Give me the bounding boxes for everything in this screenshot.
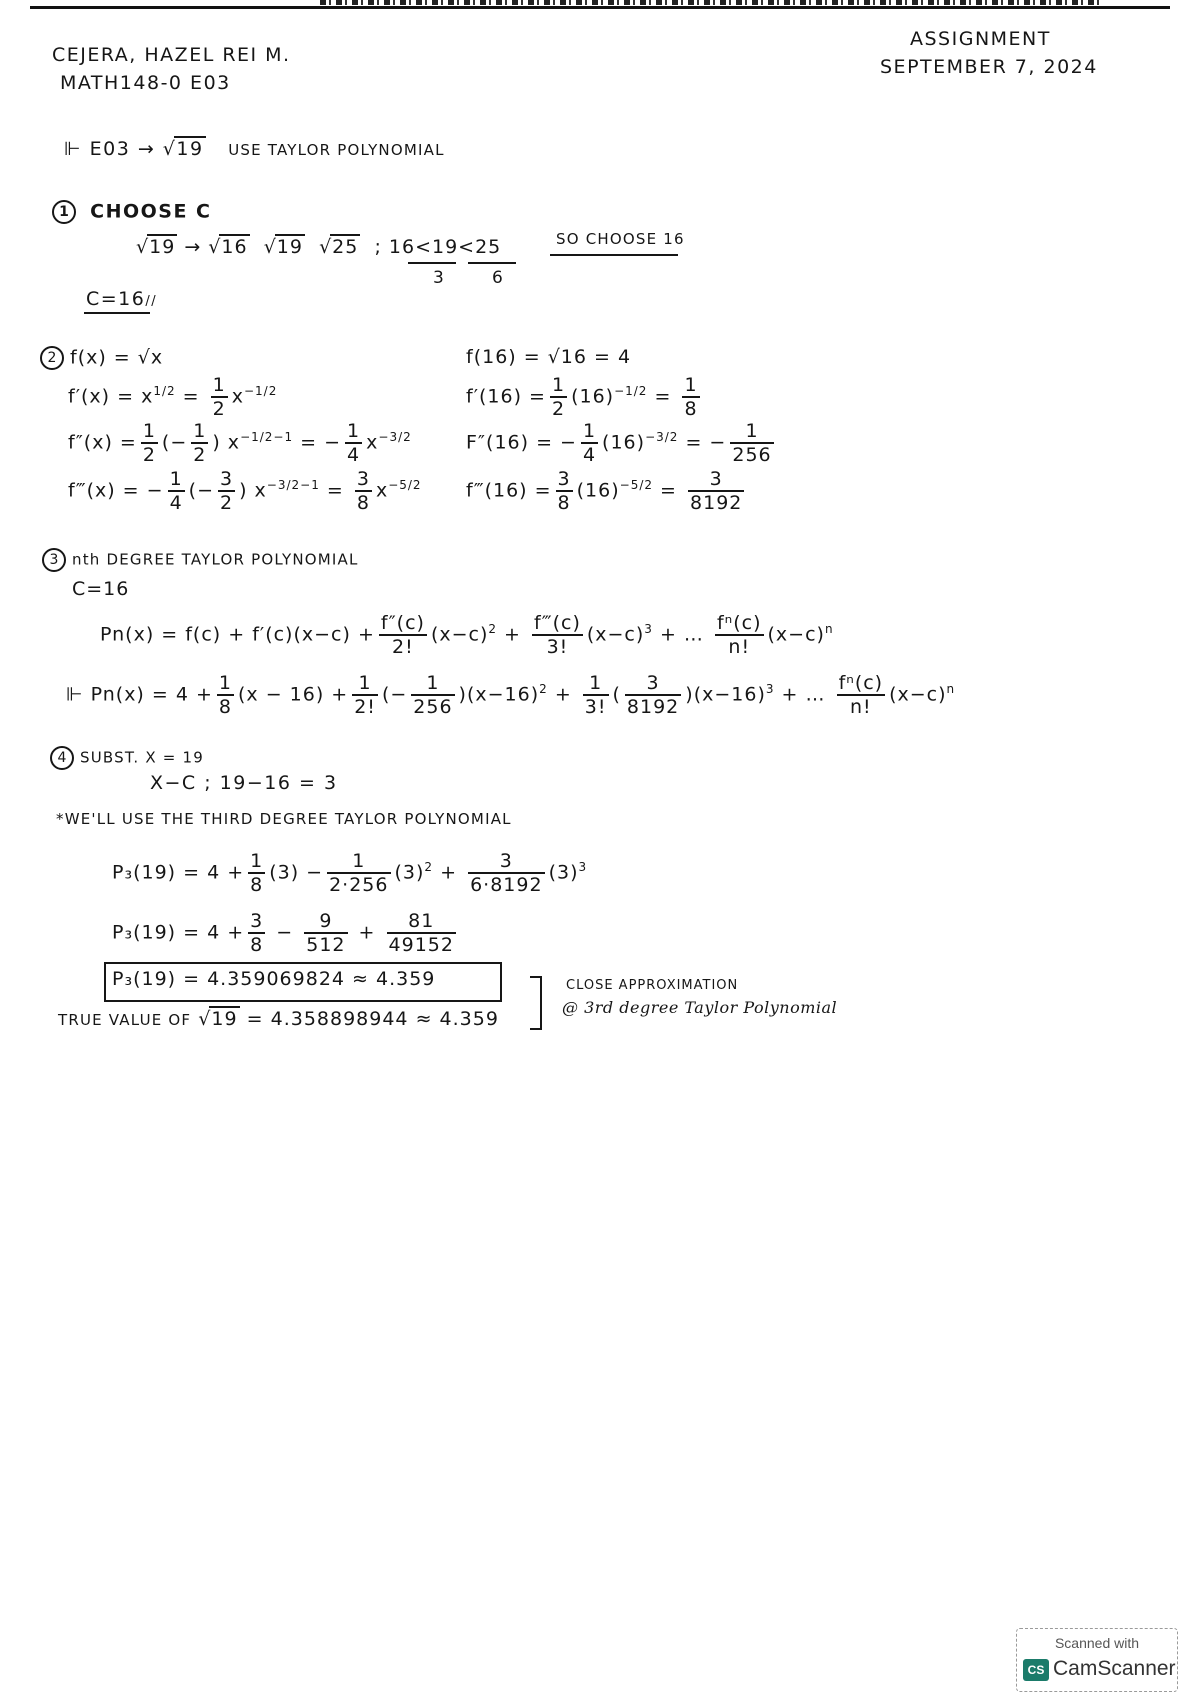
frac-f2c: $\frac{f''(c)}{2!}$ bbox=[380, 612, 425, 658]
root-19: 19 bbox=[149, 236, 176, 258]
gap-right: 6 bbox=[492, 268, 505, 288]
sub-dots: + … bbox=[774, 683, 826, 706]
bracket bbox=[530, 976, 542, 1030]
f3-line: f‴(x) = − $\frac{1}{4}$ (− $\frac{3}{2}$ ) $x^{-3/2-1}$ = $\frac{3}{8}$ $x^{-5/2}$ bbox=[68, 468, 422, 514]
eval-f3-mid: (16) bbox=[576, 479, 620, 502]
eval-f3-left: f‴(16) = bbox=[466, 479, 552, 502]
eval-f2-left: F″(16) = − bbox=[466, 431, 577, 454]
degree-note: *WE'LL USE THE THIRD DEGREE TAYLOR POLYNOMIAL bbox=[56, 810, 512, 828]
top-edge-line bbox=[30, 6, 1170, 9]
c-underline bbox=[84, 312, 150, 314]
frac-fnc: $\frac{\text{fⁿ(c)}}{n!}$ bbox=[716, 612, 762, 658]
problem-code: E03 bbox=[89, 138, 131, 160]
frac-one-eighth: $\frac{1}{8}$ bbox=[684, 374, 698, 420]
c-result bbox=[86, 288, 157, 310]
choose-text: SO CHOOSE 16 bbox=[556, 230, 685, 248]
inequality: 16<19<25 bbox=[388, 236, 502, 258]
step4-heading bbox=[50, 746, 204, 770]
general-taylor: Pn(x) = f(c) + f′(c)(x−c) + $\frac{f''(c)}{2!}$ $(x-c)^2$ + $\frac{f‴(c)}{3!}$ $(x-c)^3$ + … $\frac{\text{fⁿ(c)}}{n!}$ $(x-c)^n$ bbox=[100, 612, 834, 658]
f2-left: f″(x) = bbox=[68, 431, 137, 454]
frac-three-eighth-3: $\frac{3}{8}$ bbox=[250, 910, 264, 956]
f-def bbox=[40, 346, 163, 370]
sub-t1: (x − 16) + bbox=[238, 683, 349, 706]
frac-three-eighth: $\frac{3}{8}$ bbox=[356, 468, 370, 514]
step3-title: nth DEGREE TAYLOR POLYNOMIAL bbox=[72, 550, 359, 569]
watermark-top: Scanned with bbox=[1054, 1635, 1140, 1651]
calc1-lhs: P₃(19) = 4 + bbox=[112, 861, 245, 884]
frac-three-6x8192: $\frac{3}{6\cdot 8192}$ bbox=[470, 850, 543, 896]
true-value: = 4.358898944 ≈ 4.359 bbox=[246, 1008, 499, 1030]
step4-title: SUBST. X = 19 bbox=[80, 748, 205, 767]
general-dots: + … bbox=[652, 623, 704, 646]
step1-roots: √19 → √16 √19 √25 ; 16<19<25 bbox=[136, 236, 502, 258]
eval-f2-exp: −3/2 bbox=[645, 430, 679, 445]
f1-eq: = bbox=[175, 385, 207, 408]
frac-quarter-3: $\frac{1}{4}$ bbox=[582, 420, 597, 466]
frac-81-49152: $\frac{81}{49152}$ bbox=[388, 910, 454, 956]
result-mark: // bbox=[145, 294, 158, 309]
calc2-lhs: P₃(19) = 4 + bbox=[112, 921, 245, 944]
frac-three-8192-2: $\frac{3}{8192}$ bbox=[626, 672, 680, 718]
calc1-c: + bbox=[440, 861, 458, 884]
f3-exp: −3/2−1 bbox=[266, 478, 320, 493]
frac-three-half: $\frac{3}{2}$ bbox=[220, 468, 234, 514]
sub-lhs: Pn(x) = 4 + bbox=[90, 683, 213, 706]
gap-brace-left bbox=[408, 262, 456, 264]
frac-half-3: $\frac{1}{2}$ bbox=[193, 420, 207, 466]
frac-quarter-2: $\frac{1}{4}$ bbox=[169, 468, 183, 514]
general-tn: (x−c) bbox=[767, 623, 825, 646]
scan-edge-noise bbox=[320, 0, 1100, 5]
frac-one-256-2: $\frac{1}{256}$ bbox=[413, 672, 453, 718]
frac-fnc-2: $\frac{\text{fⁿ(c)}}{n!}$ bbox=[838, 672, 884, 718]
step3-c: C=16 bbox=[72, 578, 130, 600]
calc1-b: (3) bbox=[394, 861, 425, 884]
frac-one-2x256: $\frac{1}{2\cdot 256}$ bbox=[329, 850, 389, 896]
general-t2: (x−c) bbox=[430, 623, 489, 646]
step-number-3: 3 bbox=[42, 548, 66, 572]
eval-f1: f′(16) = $\frac{1}{2}$ $(16)^{-1/2}$ = $\frac{1}{8}$ bbox=[466, 374, 698, 420]
calc2-mid: − bbox=[276, 921, 294, 944]
student-name: CEJERA, HAZEL REI M. bbox=[52, 44, 291, 66]
gap-brace-right bbox=[468, 262, 516, 264]
f3-exp2: −5/2 bbox=[388, 478, 422, 493]
camscanner-watermark bbox=[1016, 1628, 1178, 1692]
eval-f: f(16) = √16 = 4 bbox=[466, 346, 632, 368]
true-label: TRUE VALUE OF bbox=[58, 1011, 192, 1029]
step3-heading bbox=[42, 548, 359, 572]
sub-t2: (x−16) bbox=[466, 683, 540, 706]
f1-exp2: −1/2 bbox=[243, 384, 278, 399]
eval-f1-mid: (16) bbox=[571, 385, 615, 408]
frac-three-8192: $\frac{3}{8192}$ bbox=[690, 468, 743, 514]
calc1-d: (3) bbox=[548, 861, 579, 884]
course-code: MATH148-0 E03 bbox=[60, 72, 231, 94]
x-minus-c: X−C ; 19−16 = 3 bbox=[150, 772, 338, 794]
sub-n: n bbox=[946, 682, 956, 697]
eval-f3-exp: −5/2 bbox=[619, 478, 654, 493]
root-19-true: 19 bbox=[211, 1008, 238, 1030]
eval-f1-left: f′(16) = bbox=[466, 385, 546, 408]
step-number-2: 2 bbox=[40, 346, 64, 370]
result-value: P₃(19) = 4.359069824 ≈ 4.359 bbox=[112, 968, 436, 990]
c-value: C=16 bbox=[86, 288, 146, 310]
frac-three-eighth-2: $\frac{3}{8}$ bbox=[557, 468, 571, 514]
frac-f3c: $\frac{f‴(c)}{3!}$ bbox=[534, 612, 581, 658]
calc-line-1: P₃(19) = 4 + $\frac{1}{8}$ (3) − $\frac{1}{2\cdot 256}$ $(3)^2$ + $\frac{3}{6\cdot 8192}$ $(3)^3$ bbox=[112, 850, 588, 896]
problem-line: ⊩ E03 → √19 USE TAYLOR POLYNOMIAL bbox=[64, 138, 445, 160]
frac-one-eighth-3: $\frac{1}{8}$ bbox=[250, 850, 264, 896]
annotation-close: CLOSE APPROXIMATION bbox=[566, 978, 739, 993]
f1-line: $f'(x) = x^{1/2}$ = $\frac{1}{2}$ $x^{-1/2}$ bbox=[68, 374, 278, 420]
f2-exp2: −3/2 bbox=[378, 430, 412, 445]
minus-sign: − bbox=[390, 683, 408, 706]
gap-left: 3 bbox=[433, 268, 446, 288]
sub-t3: (x−16) bbox=[693, 683, 766, 706]
substituted-taylor: ⊩ Pn(x) = 4 + $\frac{1}{8}$ (x − 16) + $\frac{1}{2!}$ (− $\frac{1}{256}$ )$(x-16)^2$ + $\frac{1}{3!}$ ( $\frac{3}{8192}$ )$(x-16)^3$ + … $\frac{\text{fⁿ(c)}}{n!}$ $(x-c)^n$ bbox=[66, 672, 956, 718]
assignment-label: ASSIGNMENT bbox=[910, 28, 1051, 50]
calc-line-2 bbox=[112, 910, 460, 956]
eval-f2-mid: (16) bbox=[602, 431, 646, 454]
frac-half-2: $\frac{1}{2}$ bbox=[142, 420, 156, 466]
eval-f3: f‴(16) = $\frac{3}{8}$ $(16)^{-5/2}$ = $\frac{3}{8192}$ bbox=[466, 468, 743, 514]
arrow-mark: ⊩ bbox=[64, 138, 83, 160]
frac-9-512: $\frac{9}{512}$ bbox=[306, 910, 346, 956]
root-19b: 19 bbox=[276, 236, 303, 258]
frac-half-4: $\frac{1}{2}$ bbox=[551, 374, 566, 420]
eval-f1-exp: −1/2 bbox=[614, 384, 648, 399]
f1-left: f′(x) = x bbox=[68, 385, 154, 408]
frac-one-3fact: $\frac{1}{3!}$ bbox=[584, 672, 607, 718]
step-number-4: 4 bbox=[50, 746, 74, 770]
root-25: 25 bbox=[332, 236, 359, 258]
arrow-mark-2: ⊩ bbox=[66, 683, 84, 706]
step1-title: CHOOSE C bbox=[90, 200, 212, 223]
eval-f2: F″(16) = − $\frac{1}{4}$ $(16)^{-3/2}$ = − $\frac{1}{256}$ bbox=[466, 420, 772, 466]
f2-line: f″(x) = $\frac{1}{2}$ (− $\frac{1}{2}$ ) $x^{-1/2-1}$ = − $\frac{1}{4}$ $x^{-3/2}$ bbox=[68, 420, 412, 466]
step-number-1: 1 bbox=[52, 200, 76, 224]
step1-heading bbox=[52, 200, 212, 224]
problem-instruction: USE TAYLOR POLYNOMIAL bbox=[228, 141, 445, 159]
true-value-line: TRUE VALUE OF √19 = 4.358898944 ≈ 4.359 bbox=[58, 1008, 499, 1030]
frac-one-256: $\frac{1}{256}$ bbox=[732, 420, 772, 466]
root-16: 16 bbox=[221, 236, 248, 258]
frac-one-2fact: $\frac{1}{2!}$ bbox=[354, 672, 376, 718]
choose-underline bbox=[550, 254, 678, 256]
general-lhs: Pn(x) = f(c) + f′(c)(x−c) + bbox=[100, 623, 375, 646]
f3-left: f‴(x) = − bbox=[68, 479, 164, 502]
frac-one-eighth-2: $\frac{1}{8}$ bbox=[218, 672, 232, 718]
arrow-icon: → bbox=[184, 236, 202, 258]
date: SEPTEMBER 7, 2024 bbox=[880, 56, 1098, 78]
camscanner-logo-icon: CS bbox=[1023, 1659, 1049, 1681]
calc1-a: (3) − bbox=[269, 861, 324, 884]
frac-quarter: $\frac{1}{4}$ bbox=[347, 420, 361, 466]
sqrt-19: 19 bbox=[176, 138, 204, 160]
general-n: n bbox=[824, 622, 834, 637]
f1-exp: 1/2 bbox=[153, 384, 176, 399]
arrow-icon: → bbox=[137, 138, 156, 160]
f2-exp: −1/2−1 bbox=[240, 430, 294, 445]
frac-half: $\frac{1}{2}$ bbox=[212, 374, 226, 420]
general-t3: (x−c) bbox=[586, 623, 645, 646]
f-of-x: f(x) = √x bbox=[70, 346, 164, 369]
annotation-degree: @ 3rd degree Taylor Polynomial bbox=[562, 998, 838, 1017]
sub-tn: (x−c) bbox=[889, 683, 947, 706]
watermark-name: CamScanner bbox=[1053, 1657, 1176, 1680]
calc2-plus: + bbox=[358, 921, 376, 944]
